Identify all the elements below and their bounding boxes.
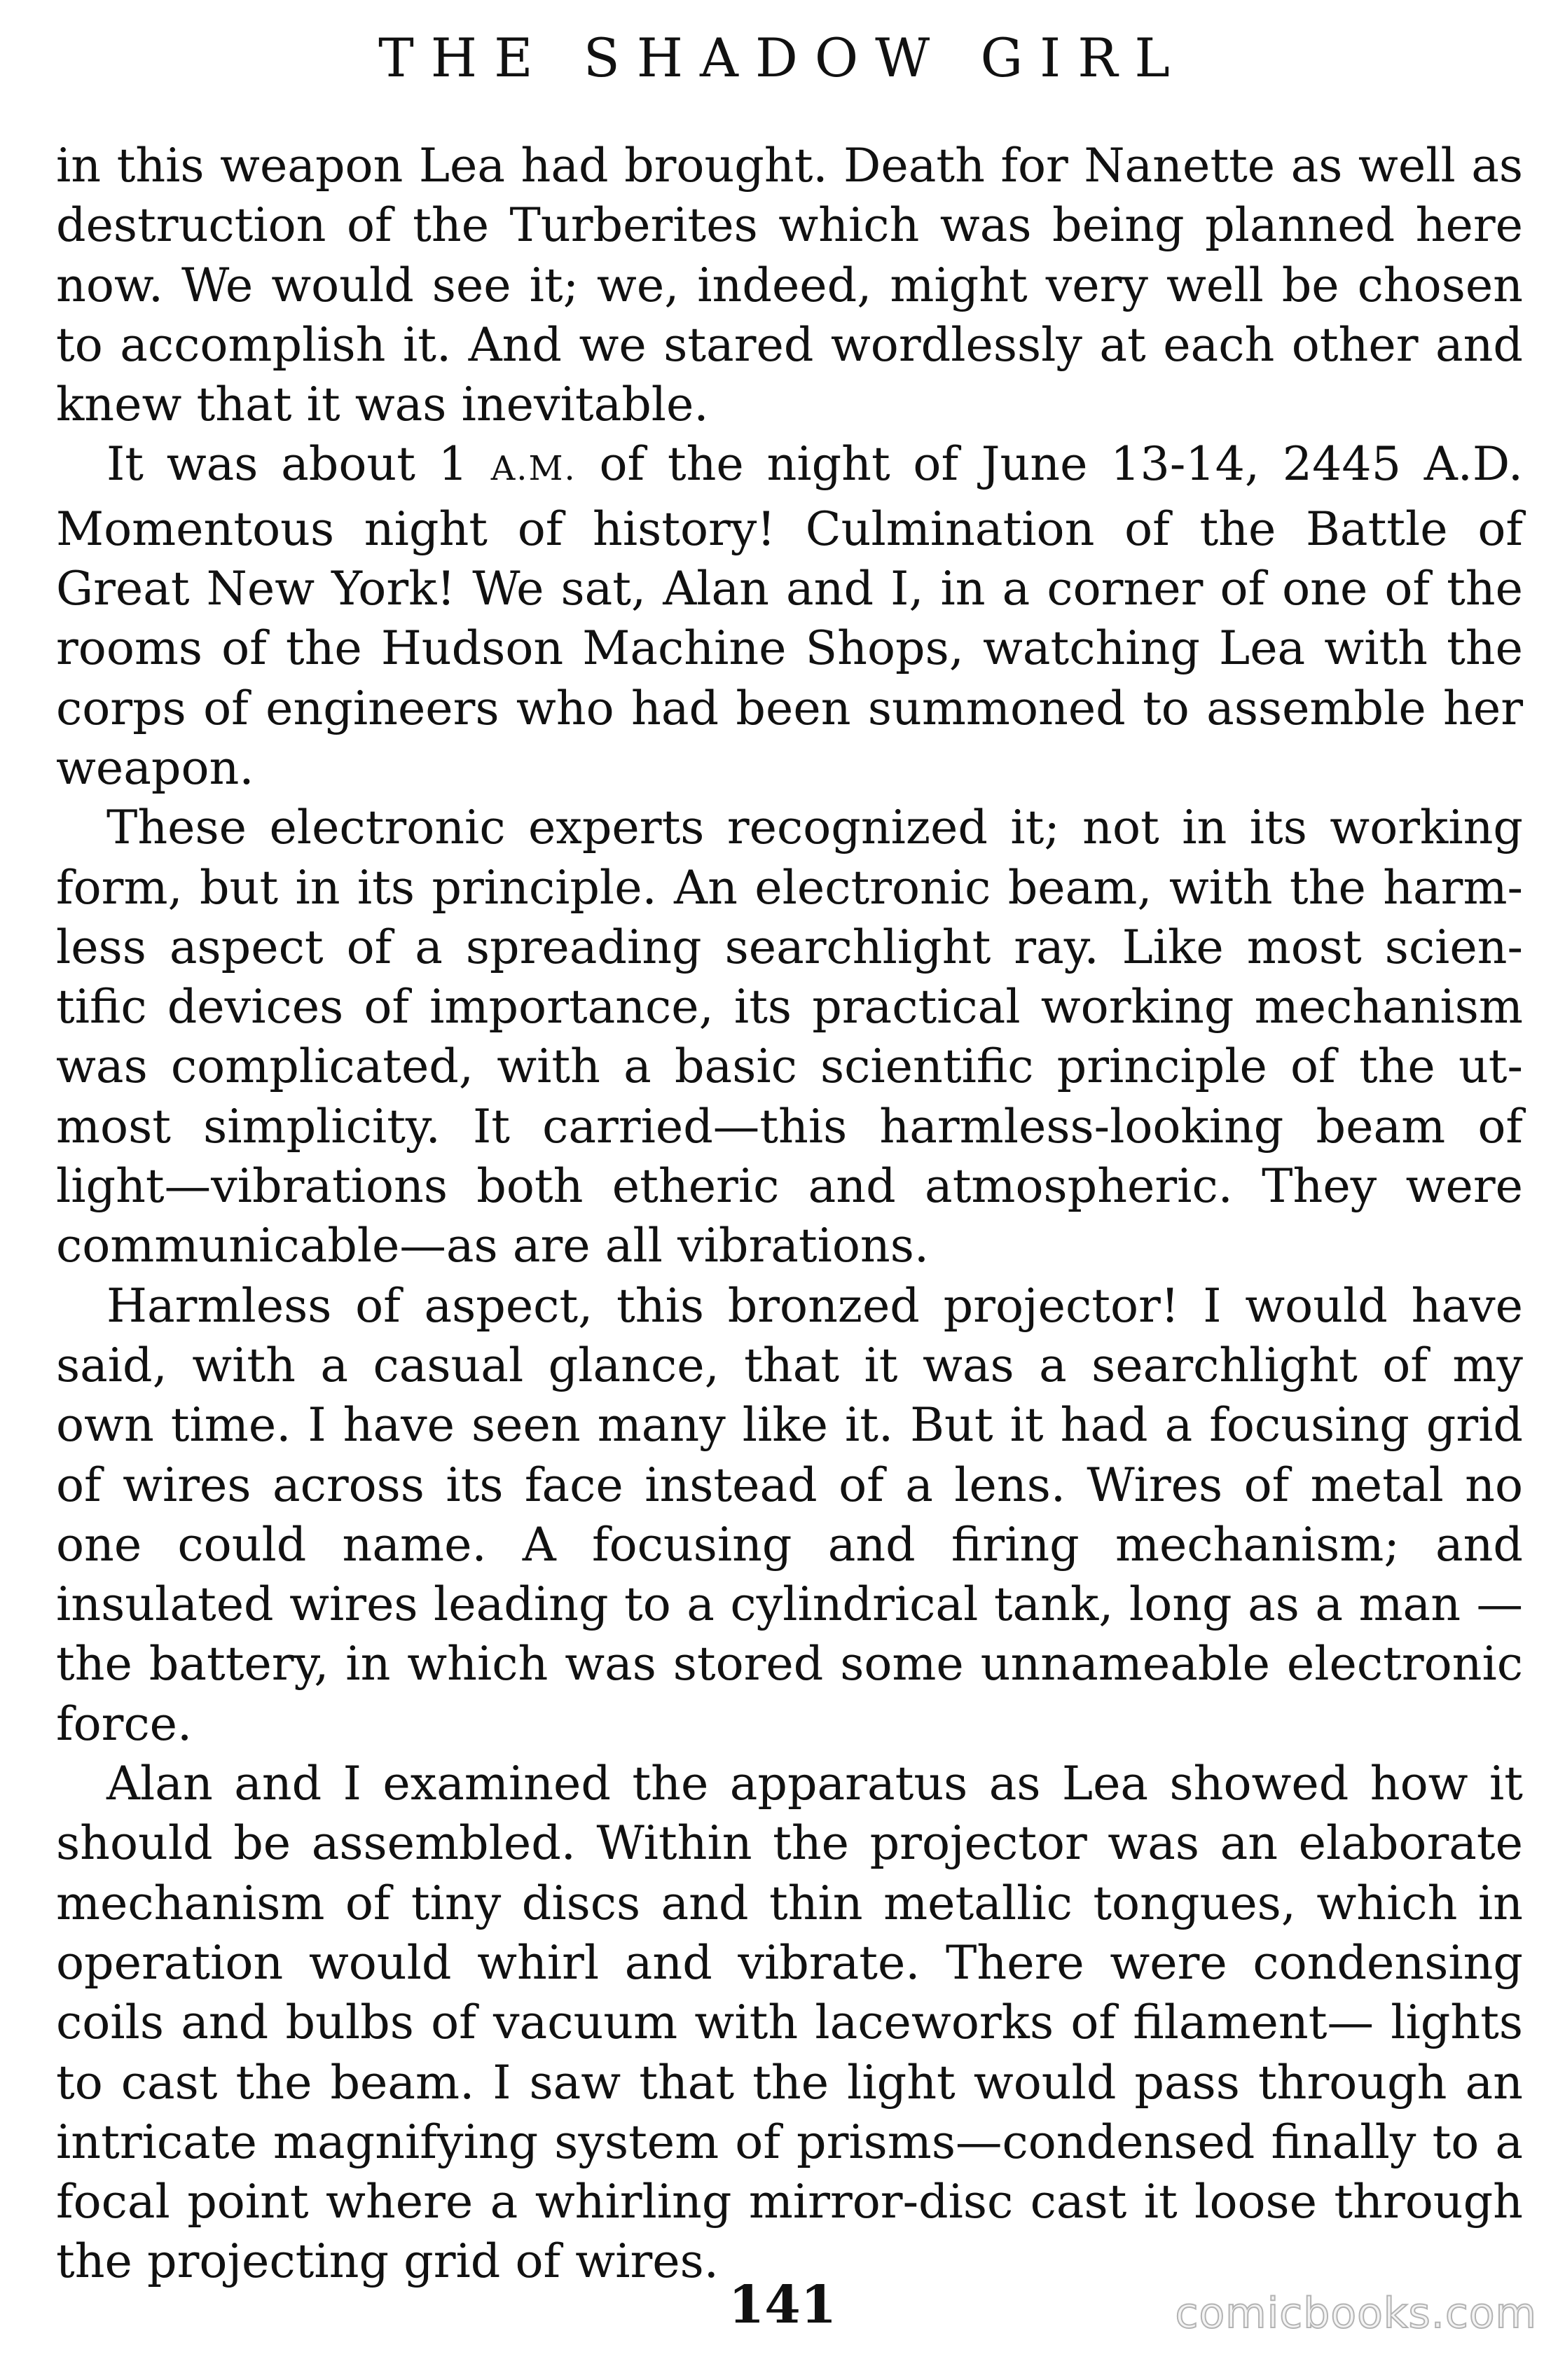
time-abbreviation: A.M. bbox=[490, 450, 577, 489]
paragraph-2-start: It was about 1 bbox=[106, 436, 491, 492]
watermark: comicbooks.com bbox=[1175, 2289, 1537, 2338]
paragraph-1: in this weapon Lea had brought. Death for Nanette as well as destruction of the Turberites which was being planned here now. We would see it; we, indeed, might very well be chosen to accomplish it. And we stared wordlessly at each other and knew that it was inevitable. bbox=[56, 138, 1523, 432]
paragraph-2-rest: of the night of June 13-14, 2445 A.D. Momentous night of history! Culmination of the Battle of Great New York! We sat, Alan and I, in a corner of one of the rooms of the Hudson Machine Shops, watching Lea with the corps of engineers who had been summoned to assemble her weapon. bbox=[56, 436, 1523, 795]
page-number: 141 bbox=[728, 2275, 837, 2335]
body-text bbox=[56, 136, 1523, 2292]
running-head: THE SHADOW GIRL bbox=[378, 27, 1187, 89]
paragraph-3: These electronic experts recognized it; not in its working form, but in its principle. An electronic beam, with the harmless aspect of a spreading searchlight ray. Like most scientific devices of importance, its practical working mechanism was complicated, with a basic scientific principle of the utmost simplicity. It carried—this harmless-looking beam of light—vibrations both etheric and atmospheric. They were communicable—as are all vibrations. bbox=[56, 800, 1523, 1273]
paragraph-2 bbox=[56, 434, 1523, 798]
paragraph-4: Harmless of aspect, this bronzed projector! I would have said, with a casual glance, that it was a searchlight of my own time. I have seen many like it. But it had a focusing grid of wires across its face instead of a lens. Wires of metal no one could name. A focusing and firing mechanism; and insulated wires leading to a cylindrical tank, long as a man —the battery, in which was stored some unnameable electronic force. bbox=[56, 1278, 1523, 1751]
paragraph-5: Alan and I examined the apparatus as Lea showed how it should be assembled. Within the projector was an elaborate mechanism of tiny discs and thin metallic tongues, which in operation would whirl and vibrate. There were condensing coils and bulbs of vacuum with laceworks of filament— lights to cast the beam. I saw that the light would pass through an intricate magnifying system of prisms—condensed finally to a focal point where a whirling mirror-disc cast it loose through the projecting grid of wires. bbox=[56, 1756, 1523, 2289]
